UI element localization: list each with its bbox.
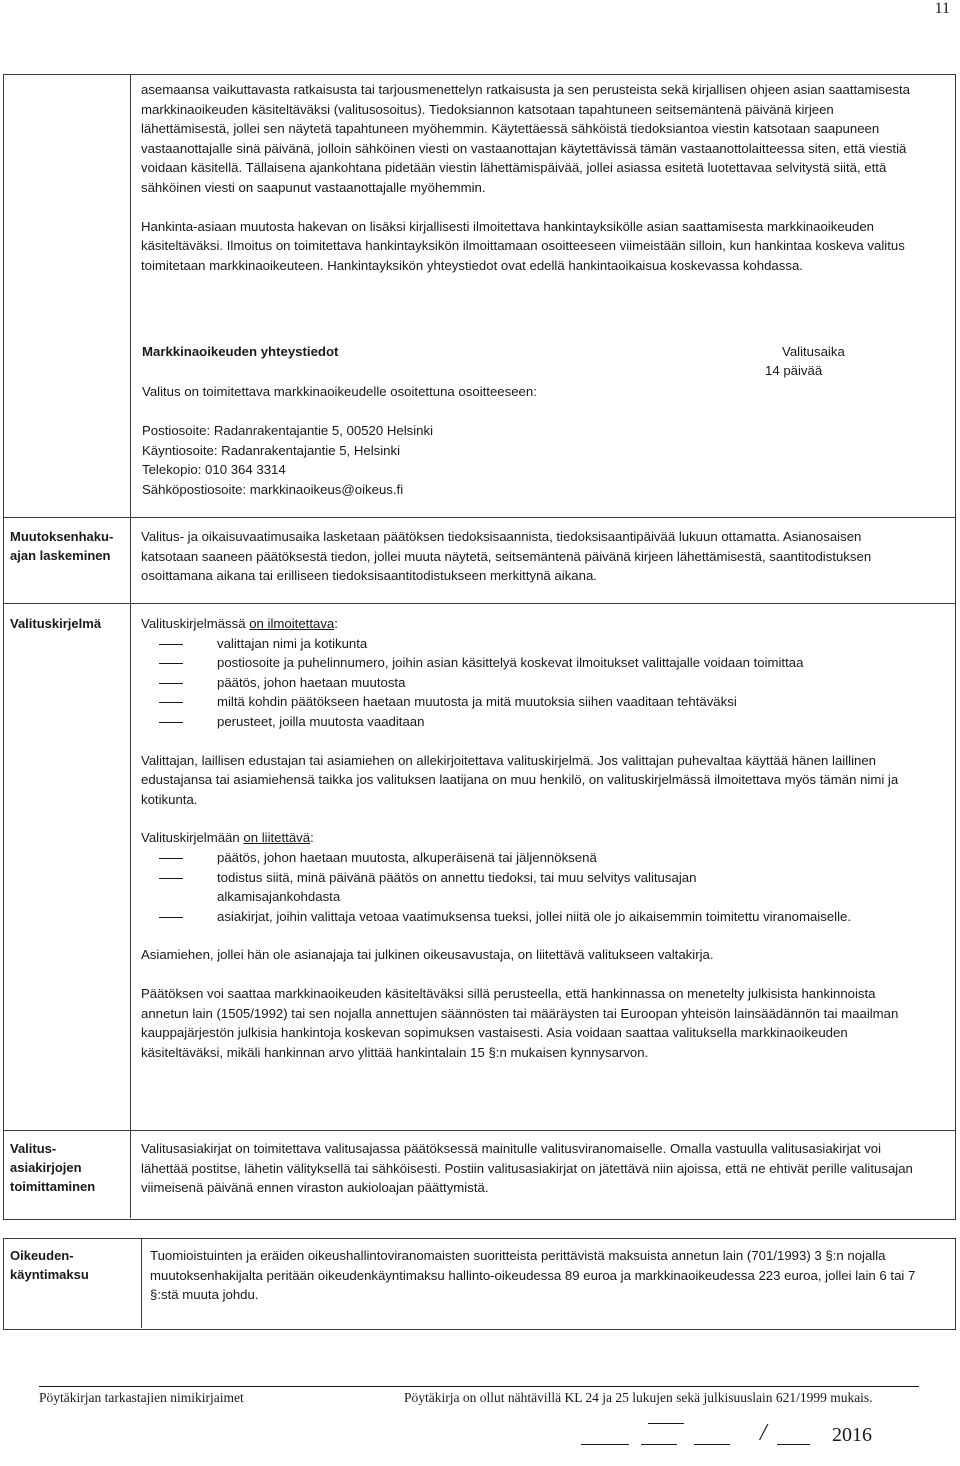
footer-publication-note: Pöytäkirja on ollut nähtävillä KL 24 ja 25 lukujen sekä julkisuuslain 621/1999 mukais. [404, 1390, 873, 1405]
fee-text: Tuomioistuinten ja eräiden oikeushallintoviranomaisten suoritteista perittävistä maksuista annetun lain (701/1993) 3 §:n nojalla muutoksenhakijalta peritään oikeudenkäyntimaksu hallinto-oikeudessa 89 euroa ja markkinaoikeudessa 223 euroa, jollei lain 6 tai 7 §:stä muuta johdu. [150, 1248, 916, 1303]
signature-line [648, 1423, 684, 1424]
list-item: valittajan nimi ja kotikunta [141, 634, 913, 654]
appeal-doc-label: Valituskirjelmä [10, 616, 102, 631]
page-number: 11 [934, 0, 950, 17]
must-state-heading: Valituskirjelmässä on ilmoitettava: [141, 616, 338, 631]
attachments-underlined: on liitettävä [243, 830, 311, 846]
deadline-text: Valitus- ja oikaisuvaatimusaika lasketaan päätöksen tiedoksisaannista, tiedoksisaantipäivää lukuun ottamatta. Asianosaisen katsotaan saaneen päätöksestä tiedon, jollei muuta näytetä, seitsemäntenä päivänä kirjeen lähettämisestä, saantitodistuksen osoittamana aikana tai erilliseen tiedoksisaantitodistukseen merkittynä aikana. [141, 529, 872, 584]
intro-block [141, 80, 913, 275]
fax-number: Telekopio: 010 364 3314 [142, 462, 286, 478]
notification-paragraph: asemaansa vaikuttavasta ratkaisusta tai tarjousmenettelyn ratkaisusta ja sen perusteista sekä kirjallisen ohjeen asian saattamisesta markkinaoikeuden käsiteltäväksi (valitusosoitus). Tiedoksiannon katsotaan tapahtuneen seitsemäntenä päivänä kirjeen lähettämisestä, jollei sen näytetä tapahtuneen myöhemmin. Käytettäessä sähköistä tiedoksiantoa viestin katsotaan saapuneen vastaanottajalle sinä päivänä, jolloin sähköinen viesti on vastaanottajan käytettävissä tämän vastaanottolaitteessa siten, että viestiä voidaan käsitellä. Tällaisena ajankohtana pidetään viestin lähettämispäivää, jollei asiassa esitetä luotettavaa selvitystä siitä, että sähköinen viesti on saapunut vastaanottajalle myöhemmin. [141, 82, 910, 195]
attachments-heading: Valituskirjelmään on liitettävä: [141, 830, 314, 846]
date-slash: / [760, 1420, 767, 1446]
power-of-attorney-paragraph: Asiamiehen, jollei hän ole asianajaja tai julkinen oikeusavustaja, on liitettävä valitukseen valtakirja. [141, 947, 714, 963]
attachments-list [141, 848, 913, 926]
list-item: perusteet, joilla muutosta vaaditaan [141, 712, 913, 732]
contact-heading: Markkinaoikeuden yhteystiedot [142, 344, 339, 359]
list-item: miltä kohdin päätökseen haetaan muutosta ja mitä muutoksia siihen vaaditaan tehtäväksi [141, 692, 913, 712]
procurement-notice-paragraph: Hankinta-asiaan muutosta hakevan on lisäksi kirjallisesti ilmoitettava hankintayksikölle asian saattamisesta markkinaoikeuden käsiteltäväksi. Ilmoitus on toimitettava hankintayksikön ilmoittamaan osoitteeseen viimeistään silloin, kun hankintaa koskeva valitus toimitetaan markkinaoikeuteen. Hankintayksikön yhteystiedot ovat edellä hankintaoikaisua koskevassa kohdassa. [141, 218, 905, 273]
section-divider [3, 517, 955, 518]
list-item: päätös, johon haetaan muutosta, alkuperäisenä tai jäljennöksenä [141, 848, 913, 868]
legal-basis-paragraph: Päätöksen voi saattaa markkinaoikeuden käsiteltäväksi sillä perusteella, että hankinnassa on menetelty julkisista hankinnoista annetun lain (1505/1992) tai sen nojalla annettujen säännösten tai määräysten tai Euroopan yhteisön lainsäädännön tai maailman kauppajärjestön julkisia hankintoja koskevan sopimuksen vastaisesti. Asia voidaan saattaa valituksella markkinaoikeuden käsiteltäväksi, mikäli hankinnan arvo ylittää hankintalain 15 §:n mukaisen kynnysarvon. [141, 985, 899, 1060]
fee-label: Oikeuden- käyntimaksu [10, 1248, 89, 1282]
delivery-label: Valitus- asiakirjojen toimittaminen [10, 1141, 96, 1194]
signature-line [641, 1444, 677, 1445]
signature-line [694, 1444, 730, 1445]
signature-paragraph: Valittajan, laillisen edustajan tai asiamiehen on allekirjoitettava valituskirjelmä. Jos valittajan puhevaltaa käyttää hänen laillinen edustajansa tai asiamiehensä taikka jos valituksen laatijana on muu henkilö, on valituskirjelmässä ilmoitettava myös tämän nimi ja kotikunta. [141, 752, 899, 807]
footer-rule [39, 1386, 919, 1387]
must-state-underlined: on ilmoitettava [249, 616, 335, 631]
delivery-text: Valitusasiakirjat on toimitettava valitusajassa päätöksessä mainitulle valitusviranomaiselle. Omalla vastuulla valitusasiakirjat voi lähettää postitse, lähetin välityksellä tai sähköisesti. Postiin valitusasiakirjat on jätettävä niin ajoissa, että ne ehtivät perille valitusajan viimeisenä päivänä ennen viraston aukioloajan päättymistä. [141, 1141, 913, 1196]
must-state-list [141, 634, 913, 732]
section-divider [3, 1130, 955, 1131]
footer-year: 2016 [832, 1424, 872, 1446]
list-item: postiosoite ja puhelinnumero, joihin asian käsittelyä koskevat ilmoitukset valittajalle voidaan toimittaa [141, 653, 913, 673]
signature-line [581, 1444, 629, 1445]
list-item: päätös, johon haetaan muutosta [141, 673, 913, 693]
footer-initials-label: Pöytäkirjan tarkastajien nimikirjaimet [39, 1390, 244, 1405]
signature-line [777, 1444, 810, 1445]
list-item: todistus siitä, minä päivänä päätös on annettu tiedoksi, tai muu selvitys valitusajan alkamisajankohdasta [141, 868, 913, 907]
email-address: Sähköpostiosoite: markkinaoikeus@oikeus.fi [142, 481, 404, 497]
address-intro: Valitus on toimitettava markkinaoikeudelle osoitettuna osoitteeseen: [142, 384, 537, 399]
label-column-divider [130, 74, 131, 1218]
appeal-period-value: 14 päivää [765, 363, 823, 378]
visiting-address: Käyntiosoite: Radanrakentajantie 5, Helsinki [142, 442, 401, 458]
postal-address: Postiosoite: Radanrakentajantie 5, 00520 Helsinki [142, 423, 434, 438]
deadline-label: Muutoksenhaku- ajan laskeminen [10, 529, 114, 563]
section-divider [3, 603, 955, 604]
list-item: asiakirjat, joihin valittaja vetoaa vaatimuksensa tueksi, jollei niitä ole jo aikaisemmin toimitettu viranomaiselle. [141, 907, 913, 927]
fee-column-divider [141, 1238, 142, 1328]
appeal-doc-content [141, 614, 913, 1062]
contact-details [142, 421, 433, 499]
appeal-period-label: Valitusaika [782, 344, 845, 359]
